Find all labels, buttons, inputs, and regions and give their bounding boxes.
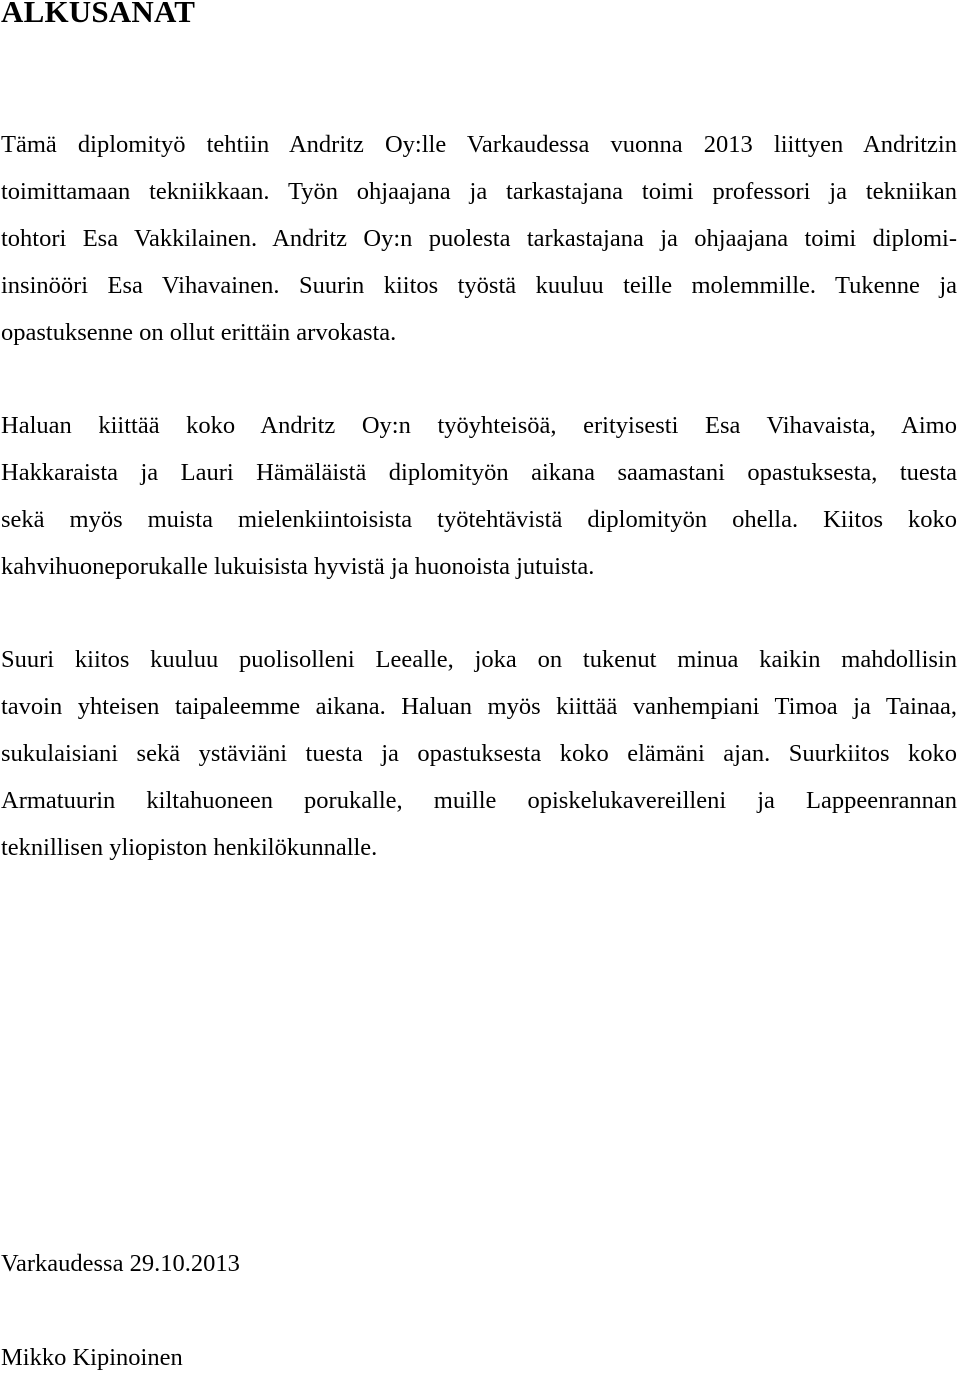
- paragraph-line: kahvihuoneporukalle lukuisista hyvistä ja huonoista jutuista.: [1, 553, 595, 580]
- author-name: Mikko Kipinoinen: [1, 1344, 183, 1371]
- paragraph-line: sekä myös muista mielenkiintoisista työtehtävistä diplomityön ohella. Kiitos koko: [1, 506, 957, 533]
- paragraph-line: sukulaisiani sekä ystäviäni tuesta ja opastuksesta koko elämäni ajan. Suurkiitos koko: [1, 740, 957, 767]
- paragraph-3: [1, 636, 957, 871]
- page-title: ALKUSANAT: [1, 0, 196, 29]
- paragraph-line: Suuri kiitos kuuluu puolisolleni Leealle, joka on tukenut minua kaikin mahdollisin: [1, 646, 957, 673]
- paragraph-line: insinööri Esa Vihavainen. Suurin kiitos työstä kuuluu teille molemmille. Tukenne ja: [1, 272, 957, 299]
- paragraph-line: opastuksenne on ollut erittäin arvokasta.: [1, 319, 397, 346]
- paragraph-line: Haluan kiittää koko Andritz Oy:n työyhteisöä, erityisesti Esa Vihavaista, Aimo: [1, 412, 957, 439]
- paragraph-line: Tämä diplomityö tehtiin Andritz Oy:lle Varkaudessa vuonna 2013 liittyen Andritzin: [1, 131, 957, 158]
- paragraph-line: teknillisen yliopiston henkilökunnalle.: [1, 834, 378, 861]
- paragraph-line: Hakkaraista ja Lauri Hämäläistä diplomityön aikana saamastani opastuksesta, tuesta: [1, 459, 957, 486]
- paragraph-1: [1, 121, 957, 356]
- place-and-date: Varkaudessa 29.10.2013: [1, 1250, 240, 1277]
- paragraph-line: toimittamaan tekniikkaan. Työn ohjaajana ja tarkastajana toimi professori ja tekniikan: [1, 178, 957, 205]
- paragraph-line: tavoin yhteisen taipaleemme aikana. Haluan myös kiittää vanhempiani Timoa ja Tainaa,: [1, 693, 957, 720]
- paragraph-line: tohtori Esa Vakkilainen. Andritz Oy:n puolesta tarkastajana ja ohjaajana toimi diplomi-: [1, 225, 957, 252]
- paragraph-2: [1, 402, 957, 590]
- paragraph-line: Armatuurin kiltahuoneen porukalle, muille opiskelukavereilleni ja Lappeenrannan: [1, 787, 957, 814]
